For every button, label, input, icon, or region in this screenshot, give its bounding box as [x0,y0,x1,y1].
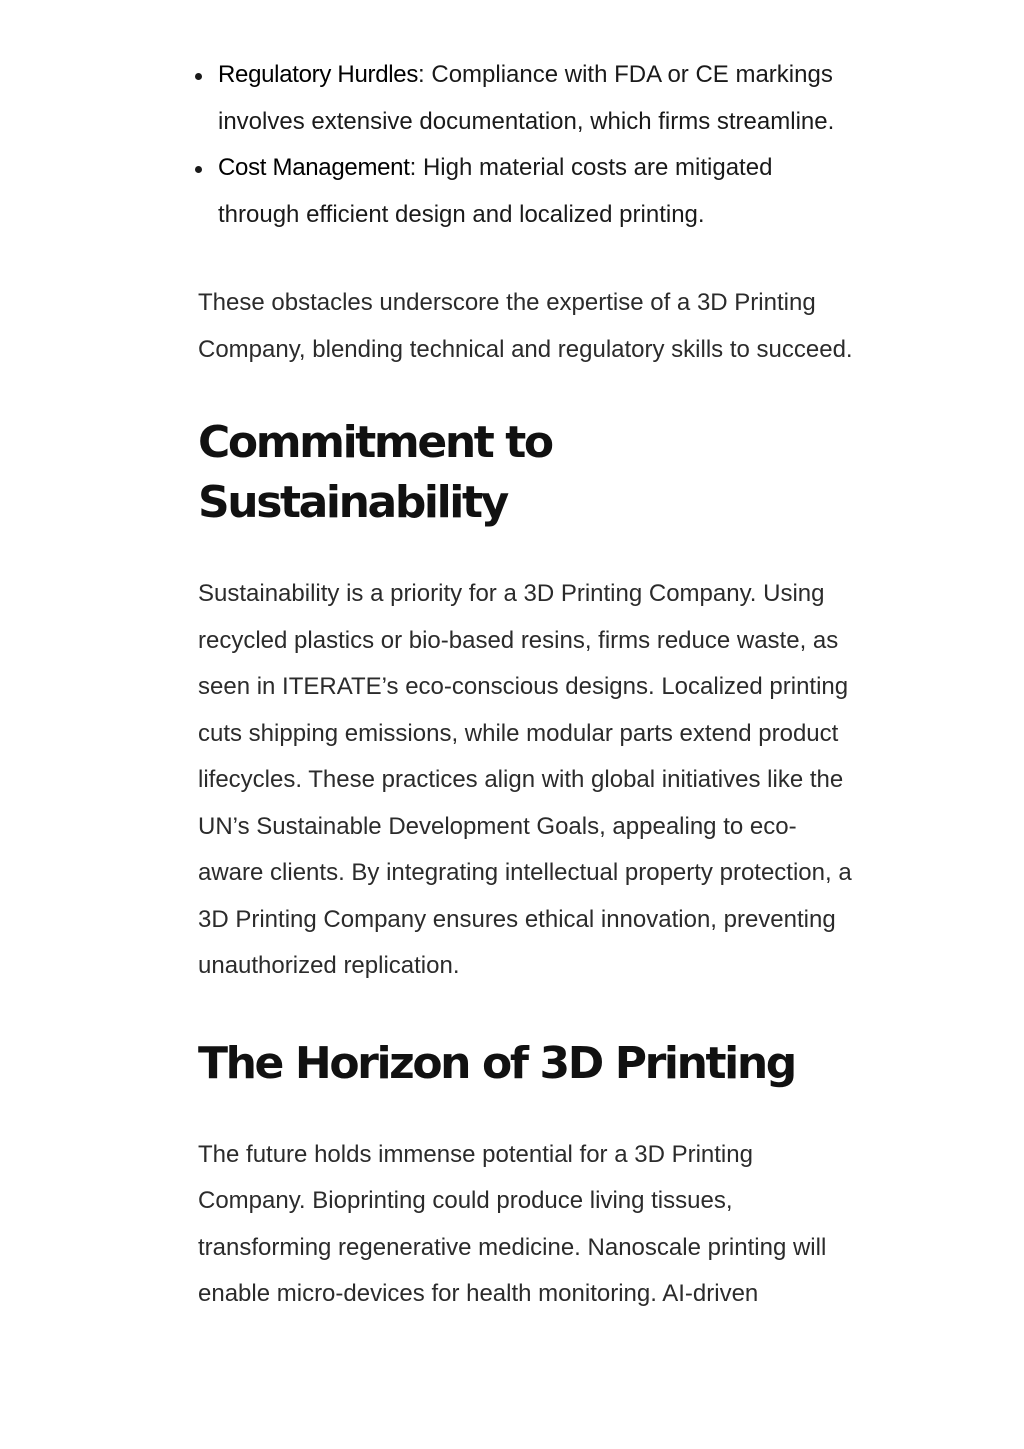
article-content [198,52,858,1318]
challenges-list [198,52,858,238]
obstacles-paragraph: These obstacles underscore the expertise of a 3D Printing Company, blending technical and regulatory skills to succeed. [198,289,853,363]
sustainability-heading: Commitment to Sustainability [198,417,552,528]
list-item [198,52,858,145]
list-item-text: : Compliance with FDA or CE markings involves extensive documentation, which firms streamline. [218,61,835,135]
horizon-heading: The Horizon of 3D Printing [198,1037,795,1089]
horizon-paragraph: The future holds immense potential for a 3D Printing Company. Bioprinting could produce living tissues, transforming regenerative medicine. Nanoscale printing will enable micro-devices for health monitoring. AI-driven [198,1140,827,1307]
sustainability-paragraph: Sustainability is a priority for a 3D Printing Company. Using recycled plastics or bio-based resins, firms reduce waste, as seen in ITERATE’s eco-conscious designs. Localized printing cuts shipping emissions, while modular parts extend product lifecycles. These practices align with global initiatives like the UN’s Sustainable Development Goals, appealing to eco-aware clients. By integrating intellectual property protection, a 3D Printing Company ensures ethical innovation, preventing unauthorized replication. [198,580,852,979]
list-item [198,145,858,238]
list-item-term: Regulatory Hurdles [218,61,419,88]
list-item-term: Cost Management [218,154,410,181]
list-item-text: : High material costs are mitigated through efficient design and localized printing. [218,154,773,228]
